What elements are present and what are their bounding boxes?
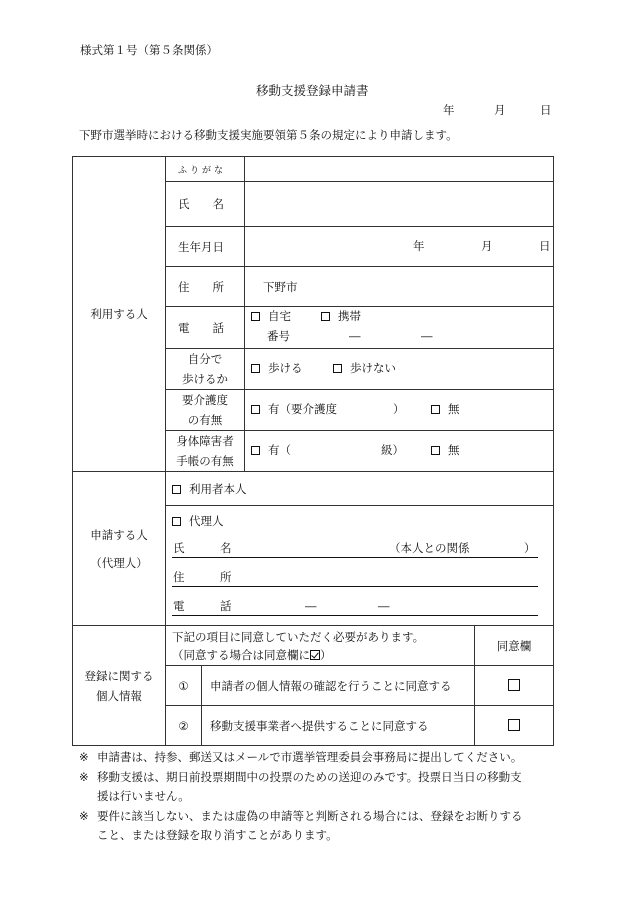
consent-instruction-text: （同意する場合は同意欄に [172,647,310,662]
note-text-3: 要件に該当しない、または虚偽の申請等と判断される場合には、登録をお断りする [97,809,523,823]
walk-no-label: 歩けない [350,361,397,375]
date-month-label: 月 [494,103,506,117]
consent-item-num-2: ② [166,706,202,746]
checked-box-icon [310,650,320,660]
walk-yes-label: 歩ける [268,361,303,375]
disability-no-checkbox[interactable] [431,446,440,455]
date-year-label: 年 [443,103,455,117]
phone-mobile-label: 携帯 [338,309,362,323]
agent-phone-dash-1: ― [305,599,317,613]
application-form-table [72,156,554,746]
birthdate-field[interactable] [245,227,554,267]
agent-name-label-1: 氏 [173,541,185,555]
applicant-self-row [166,472,554,506]
phone-dash-2: ― [421,329,433,343]
agent-address-label-2: 所 [220,570,232,584]
form-number: 様式第１号（第５条関係） [80,43,218,57]
disability-label-line2: 手帳の有無 [176,454,234,468]
phone-mobile-checkbox[interactable] [321,312,330,321]
name-label: 氏 名 [166,182,245,227]
consent-instruction-close: ） [320,647,332,662]
care-label [166,390,245,431]
consent-item-num-1: ① [166,666,202,706]
address-prefix: 下野市 [263,279,298,294]
address-field[interactable] [245,267,554,307]
consent-label-line2: 個人情報 [96,688,142,703]
care-field [245,390,554,431]
note-text-3-cont: こと、または登録を取り消すことがあります。 [97,828,338,842]
agent-relation-label: （本人との関係 [389,541,470,555]
disability-yes-label: 有（ [268,443,292,457]
care-yes-label: 有（要介護度 [268,402,338,416]
agent-phone-label-1: 電 [173,599,185,613]
note-mark-2: ※ [79,770,89,784]
agent-relation-close: ） [524,541,536,555]
walk-yes-checkbox[interactable] [251,364,260,373]
name-field[interactable] [245,182,554,227]
birth-year-label: 年 [413,239,425,253]
phone-label: 電 話 [166,307,245,349]
care-no-label: 無 [448,402,460,416]
agent-phone-dash-2: ― [378,599,390,613]
birthdate-label: 生年月日 [166,227,245,267]
walk-field [245,349,554,390]
disability-no-label: 無 [448,443,460,457]
consent-checkbox-2[interactable] [508,719,520,731]
disability-grade: 級） [381,443,405,457]
note-text-2: 移動支援は、期日前投票期間中の投票のための送迎のみです。投票日当日の移動支 [97,770,522,784]
consent-item-cell-1 [475,666,554,706]
date-day-label: 日 [540,103,552,117]
form-title: 移動支援登録申請書 [256,83,369,98]
consent-checkbox-1[interactable] [508,679,520,691]
furigana-label: ふりがな [166,157,245,182]
consent-column-header: 同意欄 [475,626,554,666]
agent-phone-label-2: 話 [220,599,232,613]
note-text-1: 申請書は、持参、郵送又はメールで市選挙管理委員会事務局に提出してください。 [97,750,523,764]
intro-text: 下野市選挙時における移動支援実施要領第５条の規定により申請します。 [79,128,458,142]
applicant-label-line2: （代理人） [90,555,148,570]
applicant-self-checkbox[interactable] [172,485,181,494]
walk-label-line2: 歩けるか [182,372,228,386]
agent-name-line[interactable] [172,557,538,558]
note-mark-3: ※ [79,809,89,823]
agent-address-line[interactable] [172,586,538,587]
care-no-checkbox[interactable] [431,405,440,414]
applicant-agent-label: 代理人 [189,514,224,528]
applicant-agent-checkbox[interactable] [172,517,181,526]
walk-label-line1: 自分で [187,352,223,366]
phone-dash-1: ― [349,329,361,343]
consent-section-label [73,626,166,746]
note-text-2-cont: 援は行いません。 [97,789,190,803]
walk-no-checkbox[interactable] [333,364,342,373]
birth-day-label: 日 [539,239,551,253]
phone-home-checkbox[interactable] [251,312,260,321]
disability-yes-checkbox[interactable] [251,446,260,455]
user-section-label: 利用する人 [73,157,166,472]
care-close: ） [393,402,405,416]
applicant-label-line1: 申請する人 [90,527,148,542]
applicant-section-label [73,472,166,626]
address-label: 住 所 [166,267,245,307]
phone-number-label: 番号 [267,329,291,343]
consent-item-cell-2 [475,706,554,746]
care-yes-checkbox[interactable] [251,405,260,414]
disability-label [166,431,245,472]
agent-address-label-1: 住 [173,570,185,584]
birth-month-label: 月 [481,239,493,253]
applicant-self-label: 利用者本人 [189,481,247,496]
consent-label-line1: 登録に関する [84,668,154,683]
consent-item-text-2: 移動支援事業者へ提供することに同意する [202,706,475,746]
consent-instruction-line2 [172,646,474,664]
disability-field [245,431,554,472]
agent-phone-line[interactable] [172,615,538,616]
phone-field[interactable] [245,307,554,349]
note-mark-1: ※ [79,750,89,764]
care-label-line1: 要介護度 [182,393,228,407]
consent-item-text-1: 申請者の個人情報の確認を行うことに同意する [202,666,475,706]
consent-instruction [166,626,475,666]
agent-name-label-2: 名 [220,541,232,555]
furigana-field[interactable] [245,157,554,182]
disability-label-line1: 身体障害者 [176,434,234,448]
consent-instruction-line1: 下記の項目に同意していただく必要があります。 [172,629,425,644]
care-label-line2: の有無 [187,413,223,427]
walk-label [166,349,245,390]
phone-home-label: 自宅 [268,309,292,323]
